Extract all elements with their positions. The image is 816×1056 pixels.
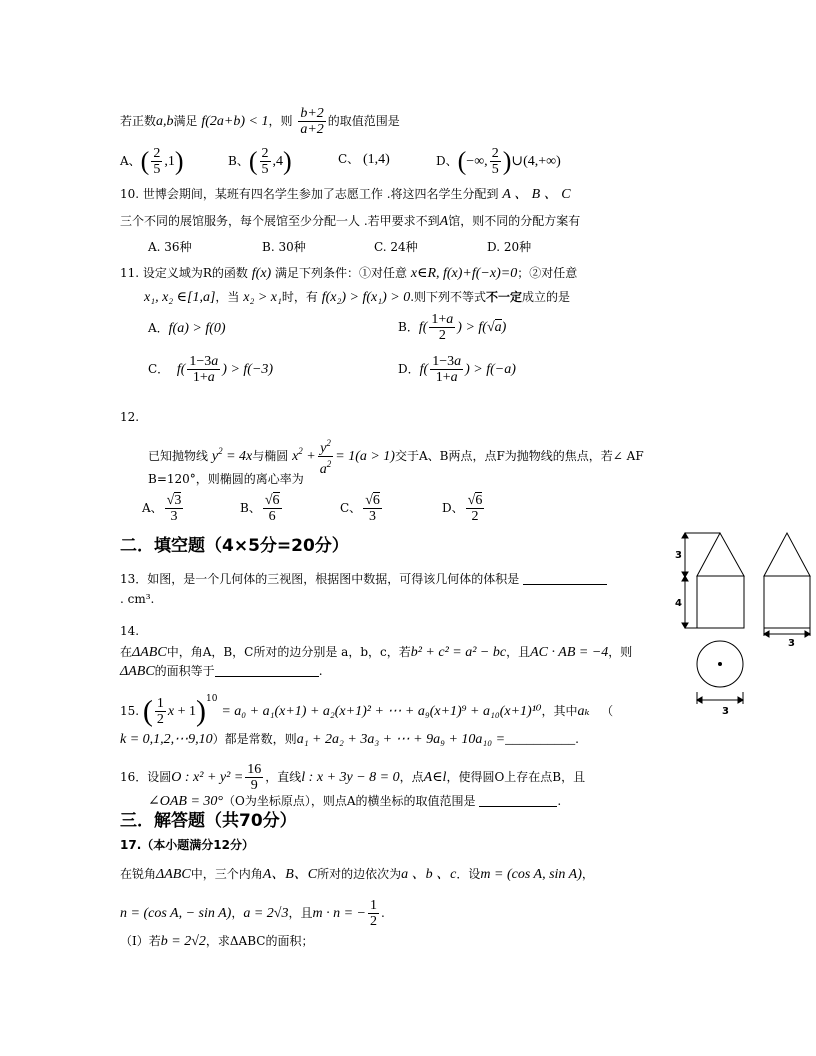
q10-option-c: C. 24种: [374, 240, 418, 254]
q12-option-a: A、 $\frac{√3}{3}$: [142, 493, 182, 524]
q16-angle: ∠OAB = 30°: [148, 794, 223, 809]
q17-text-1c: 所对的边依次为: [317, 867, 402, 881]
label-height-top: 3: [675, 550, 682, 561]
q17-heading: 17.（本小题满分12分）: [120, 838, 254, 852]
q10-option-a: A. 36种: [148, 240, 192, 254]
q12-text-1c: 交于A、B两点，点F为抛物线的焦点，若∠ AF: [394, 449, 644, 463]
q15-paren: （: [601, 704, 614, 718]
q16-line1: [120, 762, 585, 793]
q11-option-c: C． f( $\frac{1-3a}{1+a}$ ) > f(−3): [148, 354, 274, 385]
q15-text-2a: ）都是常数，则: [212, 732, 297, 746]
q9-stem-text-d: 的取值范围是: [327, 114, 400, 128]
q12-option-c: C、 $\frac{√6}{3}$: [340, 493, 380, 524]
q17-triangle: ΔABC: [156, 867, 191, 882]
q11-text-2b: 时，有: [281, 290, 318, 304]
q16-answer-blank[interactable]: [479, 793, 557, 807]
q17-dot-product: m · n = −: [312, 906, 367, 921]
q16-line-eq: l : x + 3y − 8 = 0: [301, 770, 400, 785]
q9-stem: [120, 106, 400, 137]
section-3-title: 三．解答题（共70分）: [120, 811, 297, 831]
q16-end: .: [557, 794, 562, 808]
side-view: [764, 533, 810, 637]
q15-ak: aₖ: [577, 704, 590, 719]
q17-angles: A、B、C: [262, 867, 318, 882]
q9-vars: a,b: [156, 114, 174, 129]
section-2-title: 二．填空题（4×5分=20分）: [120, 536, 349, 556]
q14-end: .: [318, 664, 323, 678]
q14-triangle-2: ΔABC: [120, 664, 155, 679]
q17-part1-text: ，求ΔABC的面积；: [205, 934, 314, 948]
q13-text: 13．如图，是一个几何体的三视图，根据图中数据，可得该几何体的体积是: [120, 572, 520, 586]
q9-frac-num: b+2: [300, 106, 324, 121]
q17-vector-n: n = (cos A, − sin A): [120, 906, 232, 921]
q9-option-a: A、( $\frac{2}{5}$ ,1): [120, 146, 184, 177]
q11-opt-a-value: f(a) > f(0): [168, 321, 226, 336]
q14-line1: [120, 643, 632, 662]
q10-var: A: [439, 214, 449, 229]
q17-vector-m: m = (cos A, sin A): [480, 867, 582, 882]
q15-line2: [120, 730, 579, 749]
q9-option-b: B、( $\frac{2}{5}$ ,4): [228, 146, 292, 177]
q13-line1: [120, 570, 607, 588]
q17-text-1a: 在锐角: [120, 867, 157, 881]
q11-text-2c: .则下列不等式: [410, 290, 487, 304]
q14-condition: b² + c² = a² − bc: [410, 645, 507, 660]
q10-text-2a: 三个不同的展馆服务，每个展馆至少分配一人 .若甲要求不到: [120, 214, 440, 228]
q11-inequality: f(x₂) > f(x₁) > 0: [321, 290, 411, 305]
q15-end: .: [575, 732, 579, 746]
q14-vector-dot: AC · AB = −4: [530, 645, 609, 660]
q9-stem-text-b: 满足: [173, 114, 198, 128]
q12-option-b: B、 $\frac{√6}{6}$: [240, 493, 280, 524]
q11-emphasis: 不一定: [486, 290, 523, 304]
q11-option-d: D．f( $\frac{1-3a}{1+a}$ ) > f(−a): [398, 354, 516, 385]
q11-opt-b-label: B．: [398, 320, 419, 334]
q14-triangle: ΔABC: [132, 645, 167, 660]
q11-text-2d: 成立的是: [522, 290, 571, 304]
q14-answer-blank[interactable]: [215, 663, 319, 677]
q11-line1: [120, 264, 577, 283]
q16-text-1a: 16．设圆: [120, 770, 172, 784]
q9-condition: f(2a+b) < 1: [201, 114, 269, 129]
q12-text-1a: 已知抛物线: [148, 449, 209, 463]
q11-opt-a-label: A．: [148, 321, 169, 335]
q14-number: 14.: [120, 624, 140, 638]
q12-opt-b-label: B、: [240, 501, 261, 515]
q11-text-1a: 11. 设定义域为R的函数: [120, 266, 248, 280]
label-side-width: 3: [788, 638, 795, 649]
q14-text-a: 在: [120, 645, 133, 659]
front-view: [682, 533, 744, 628]
q16-text-2a: （O为坐标原点），则点A的横坐标的取值范围是: [223, 794, 476, 808]
q17-text-2a: ，: [231, 906, 244, 920]
q10-option-b: B. 30种: [262, 240, 306, 254]
q13-answer-blank[interactable]: [523, 571, 607, 585]
q9-frac-den: a+2: [300, 122, 324, 137]
label-height-bottom: 4: [675, 598, 682, 609]
q17-text-2b: ，且: [288, 906, 313, 920]
q16-text-1b: ，直线: [265, 770, 302, 784]
q12-line2: B=120°，则椭圆的离心率为: [148, 472, 304, 486]
q11-opt-c-label: C．: [148, 362, 170, 376]
q15-sum-expr: a₁ + 2a₂ + 3a₃ + ⋯ + 9a₉ + 10a₁₀ =: [296, 732, 506, 747]
q11-text-1b: 满足下列条件：①对任意: [275, 266, 408, 280]
q16-point: A∈l: [423, 770, 447, 785]
q10-line1: [120, 185, 571, 204]
q11-condition-1: x∈R, f(x)+f(−x)=0: [410, 266, 518, 281]
q16-frac-num: 16: [247, 762, 262, 777]
three-view-figure: [670, 528, 816, 718]
q11-text-1c: ；②对任意: [517, 266, 578, 280]
q9-opt-b-label: B、: [228, 154, 249, 168]
q9-stem-text-c: ，则: [268, 114, 293, 128]
q16-circle-eq: O : x² + y² =: [171, 770, 244, 785]
q14-text-b: 中，角A，B，C所对的边分别是 a，b，c，若: [166, 645, 411, 659]
q14-line2: [120, 662, 323, 681]
q11-text-2a: ，当: [215, 290, 240, 304]
q17-text-1e: ，: [581, 867, 594, 881]
q9-stem-text: 若正数: [120, 114, 157, 128]
q16-text-1c: ，点: [399, 770, 424, 784]
q14-text-2: 的面积等于: [154, 664, 215, 678]
q16-frac-den: 9: [250, 778, 258, 793]
q10-places: A 、 B 、 C: [502, 187, 571, 202]
q17-line1: [120, 865, 594, 884]
q9-opt-d-label: D、: [436, 154, 458, 168]
q10-line2: [120, 212, 580, 231]
q12-text-1b: 与椭圆: [252, 449, 289, 463]
q9-fraction: [298, 106, 325, 137]
q11-option-a: [148, 319, 226, 338]
q15-answer-blank[interactable]: __________: [505, 732, 576, 747]
q15-line1: 15. ( $\frac{1}{2}$ x + 1)$^{10}$ = a₀ + a₁(x+1) + a₂(x+1)² + ⋯ + a₉(x+1)⁹ + a₁₀(x+1)¹⁰，其中aₖ （: [120, 694, 614, 728]
q13-unit: . cm³.: [120, 592, 155, 606]
q17-text-1b: 中，三个内角: [190, 867, 263, 881]
q9-opt-c-value: (1,4): [363, 152, 390, 167]
q11-line2: [144, 288, 570, 307]
q9-opt-c-label: C、: [338, 152, 360, 166]
q11-fx: f(x): [251, 266, 272, 281]
q17-sides: a 、b 、c: [401, 867, 457, 882]
q11-option-b: B．f( $\frac{1+a}{2}$ ) > f(√a): [398, 312, 507, 343]
q11-compare: x₂ > x₁: [243, 290, 282, 305]
q12-line1: 已知抛物线 $y^2 = 4x$与椭圆 $x^2$ + $\frac{y^2}{a^2}$ = 1(a > 1)交于A、B两点，点F为抛物线的焦点，若∠ AF: [148, 438, 644, 477]
q10-text-2b: 馆，则不同的分配方案有: [448, 214, 581, 228]
q15-k-range: k = 0,1,2,⋯9,10: [120, 732, 213, 747]
q17-part1: [120, 932, 313, 951]
q17-text-1d: ．设: [456, 867, 481, 881]
q11-opt-d-label: D．: [398, 362, 420, 376]
q14-text-d: ，则: [608, 645, 633, 659]
q17-side-b: b = 2√2: [160, 934, 206, 949]
q11-set: x₁, x₂ ∈[1,a]: [144, 290, 216, 305]
q9-option-c: [338, 150, 390, 169]
q9-opt-a-label: A、: [120, 154, 141, 168]
q17-side-a: a = 2√3: [243, 906, 289, 921]
q12-opt-a-label: A、: [142, 501, 163, 515]
q17-line2: n = (cos A, − sin A)，a = 2√3，且m · n = − $\frac{1}{2}$ .: [120, 898, 385, 929]
q15-number: 15.: [120, 704, 140, 718]
q16-text-1d: ，使得圆O上存在点B，且: [446, 770, 586, 784]
q9-option-d: D、(−∞, $\frac{2}{5}$ )∪(4,+∞): [436, 146, 561, 177]
q12-number: 12.: [120, 410, 140, 424]
q17-part1-label: （Ⅰ）若: [120, 934, 161, 948]
q12-opt-d-label: D、: [442, 501, 464, 515]
label-plan-width: 3: [722, 706, 729, 717]
q12-opt-c-label: C、: [340, 501, 362, 515]
q15-expansion: = a₀ + a₁(x+1) + a₂(x+1)² + ⋯ + a₉(x+1)⁹ + a₁₀(x+1)¹⁰: [221, 704, 542, 719]
q10-text: 10. 世博会期间，某班有四名学生参加了志愿工作 .将这四名学生分配到: [120, 187, 499, 201]
q10-option-d: D. 20种: [487, 240, 532, 254]
q12-option-d: D、 $\frac{√6}{2}$: [442, 493, 483, 524]
q15-text-tail: ，其中: [541, 704, 578, 718]
q16-line2: [148, 792, 561, 811]
q17-text-end: .: [381, 906, 385, 920]
q14-text-c: ，且: [506, 645, 531, 659]
plan-view: [697, 641, 743, 704]
